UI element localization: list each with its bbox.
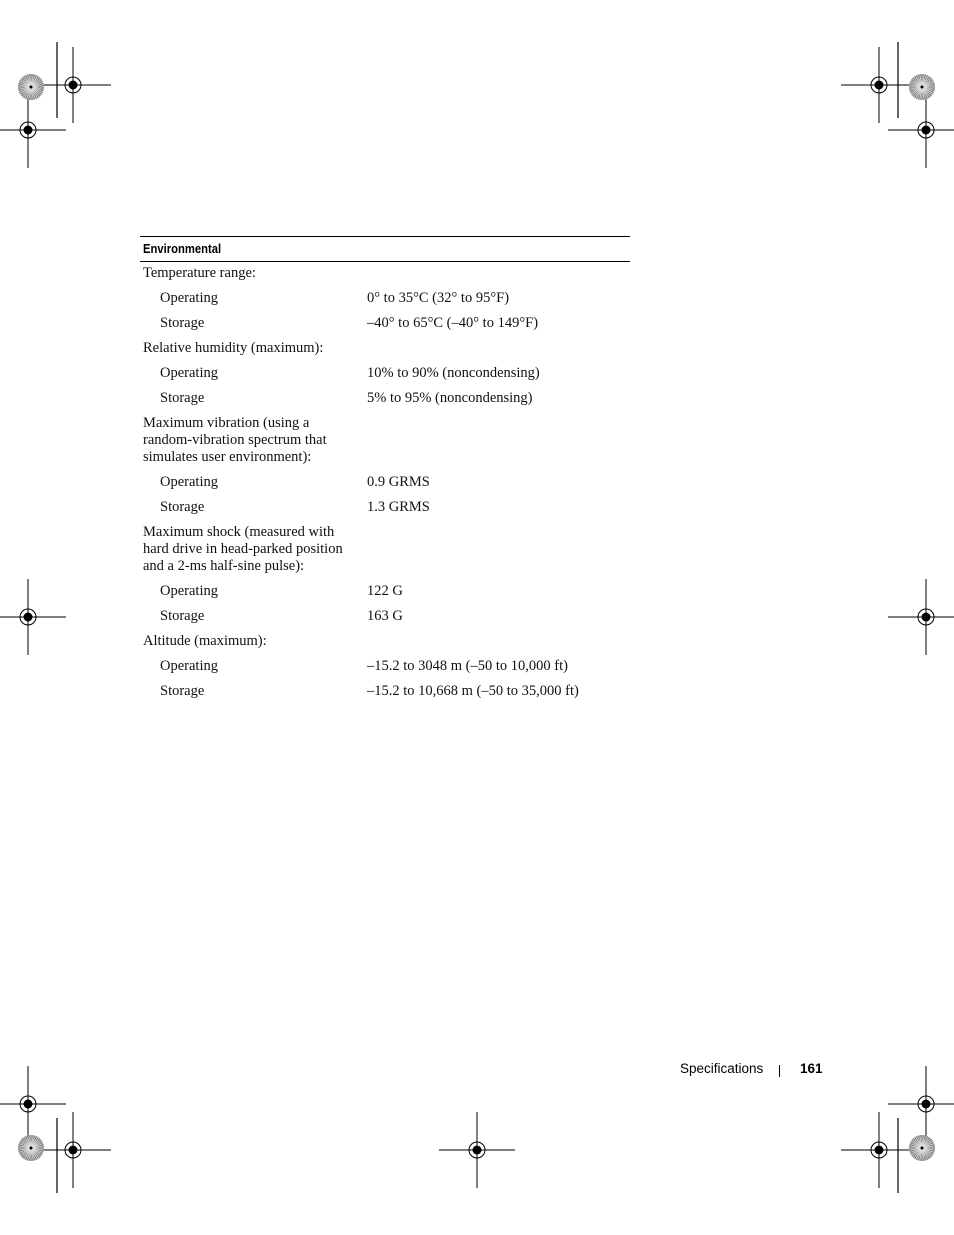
footer-section-title: Specifications	[680, 1061, 764, 1076]
table-row	[140, 312, 630, 337]
row-label: Operating	[160, 583, 218, 599]
row-label: Operating	[160, 474, 218, 490]
row-label: Storage	[160, 499, 205, 515]
table-row	[140, 287, 630, 312]
table-row	[140, 655, 630, 680]
table-row	[140, 521, 630, 580]
table-row	[140, 362, 630, 387]
row-value: 1.3 GRMS	[367, 499, 430, 515]
row-label: Relative humidity (maximum):	[143, 340, 324, 356]
environmental-spec-table	[140, 236, 630, 705]
row-label: Operating	[160, 365, 218, 381]
table-row	[140, 605, 630, 630]
table-row	[140, 412, 630, 471]
row-label: Operating	[160, 290, 218, 306]
table-row	[140, 387, 630, 412]
row-label: Maximum shock (measured with hard drive in head-parked position and a 2-ms half-sine pulse):	[143, 524, 343, 574]
row-value: 163 G	[367, 608, 403, 624]
table-row	[140, 337, 630, 362]
row-label: Operating	[160, 658, 218, 674]
row-label: Storage	[160, 390, 205, 406]
table-row	[140, 262, 630, 287]
row-label: Maximum vibration (using a random-vibration spectrum that simulates user environment):	[143, 415, 327, 465]
row-value: –15.2 to 10,668 m (–50 to 35,000 ft)	[367, 683, 579, 699]
table-row	[140, 680, 630, 705]
row-value: 0.9 GRMS	[367, 474, 430, 490]
table-row	[140, 630, 630, 655]
table-row	[140, 471, 630, 496]
row-label: Altitude (maximum):	[143, 633, 267, 649]
row-value: –15.2 to 3048 m (–50 to 10,000 ft)	[367, 658, 568, 674]
table-row	[140, 496, 630, 521]
row-value: 0° to 35°C (32° to 95°F)	[367, 290, 510, 306]
row-label: Storage	[160, 608, 205, 624]
row-value: 10% to 90% (noncondensing)	[367, 365, 540, 381]
row-value: –40° to 65°C (–40° to 149°F)	[367, 315, 539, 331]
row-label: Storage	[160, 683, 205, 699]
row-label: Storage	[160, 315, 205, 331]
row-value: 5% to 95% (noncondensing)	[367, 390, 533, 406]
page-number: 161	[800, 1061, 823, 1076]
table-row	[140, 580, 630, 605]
row-label: Temperature range:	[143, 265, 256, 281]
table-header: Environmental	[140, 237, 630, 262]
footer-divider	[779, 1065, 780, 1077]
row-value: 122 G	[367, 583, 403, 599]
